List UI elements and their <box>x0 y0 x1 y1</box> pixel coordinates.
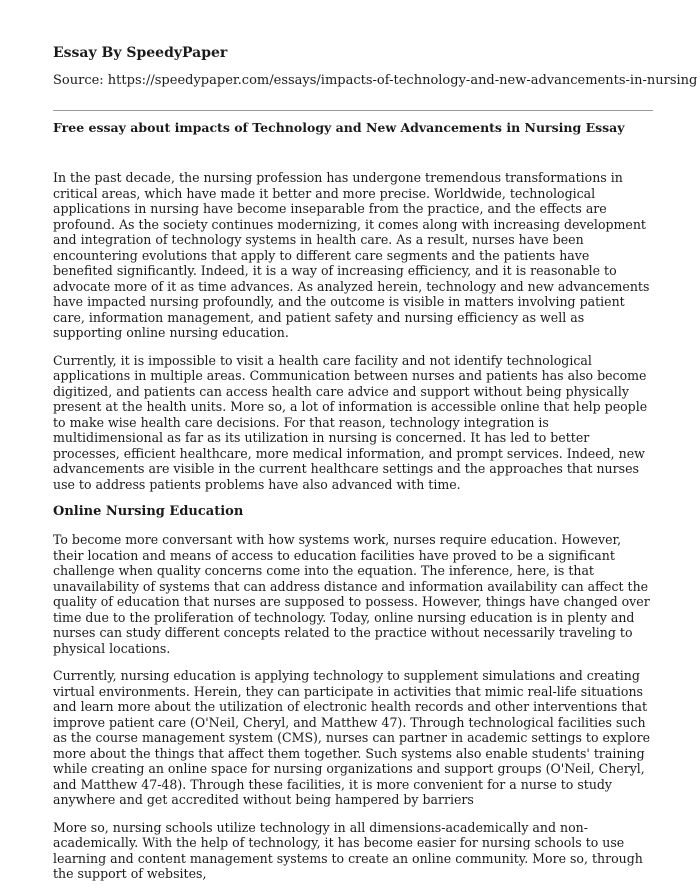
source-line: Source: https://speedypaper.com/essays/impacts-of-technology-and-new-advancements-in-nursing <box>53 73 698 88</box>
paragraph: More so, nursing schools utilize technology in all dimensions-academically and non-academically. With the help of technology, it has become easier for nursing schools to use learning and content management systems to create an online community. More so, through the support of websites, <box>53 819 643 881</box>
document-header-title: Essay By SpeedyPaper <box>53 45 228 61</box>
header-divider <box>53 110 653 111</box>
paragraph: In the past decade, the nursing profession has undergone tremendous transformations in critical areas, which have made it better and more precise. Worldwide, technological applications in nursing have become inseparable from the practice, and the effects are profound. As the society continues modernizing, it comes along with increasing development and integration of technology systems in health care. As a result, nurses have been encountering evolutions that apply to different care segments and the patients have benefited significantly. Indeed, it is a way of increasing efficiency, and it is reasonable to advocate more of it as time advances. As analyzed herein, technology and new advancements have impacted nursing profoundly, and the outcome is visible in matters involving patient care, information management, and patient safety and nursing efficiency as well as supporting online nursing education. <box>53 170 650 340</box>
paragraph: Currently, it is impossible to visit a health care facility and not identify technological applications in multiple areas. Communication between nurses and patients has also become digitized, and patients can access health care advice and support without being physically present at the health units. More so, a lot of information is accessible online that help people to make wise health care decisions. For that reason, technology integration is multidimensional as far as its utilization in nursing is concerned. It has led to better processes, efficient healthcare, more medical information, and prompt services. Indeed, new advancements are visible in the current healthcare settings and the approaches that nurses use to address patients problems have also advanced with time. <box>53 352 648 492</box>
section-heading: Online Nursing Education <box>53 504 244 519</box>
essay-title: Free essay about impacts of Technology and New Advancements in Nursing Essay <box>53 120 625 135</box>
paragraph: To become more conversant with how systems work, nurses require education. However, their location and means of access to education facilities have proved to be a significant challenge when quality concerns come into the equation. The inference, here, is that unavailability of systems that can address distance and information availability can affect the quality of education that nurses are supposed to possess. However, things have changed over time due to the proliferation of technology. Today, online nursing education is in plenty and nurses can study different concepts related to the practice without necessarily traveling to physical locations. <box>53 532 650 656</box>
essay-body <box>53 170 653 894</box>
paragraph: Currently, nursing education is applying technology to supplement simulations and creating virtual environments. Herein, they can participate in activities that mimic real-life situations and learn more about the utilization of electronic health records and other interventions that improve patient care (O'Neil, Cheryl, and Matthew 47). Through technological facilities such as the course management system (CMS), nurses can partner in academic settings to explore more about the things that affect them together. Such systems also enable students' training while creating an online space for nursing organizations and support groups (O'Neil, Cheryl, and Matthew 47-48). Through these facilities, it is more convenient for a nurse to study anywhere and get accredited without being hampered by barriers <box>53 668 651 807</box>
